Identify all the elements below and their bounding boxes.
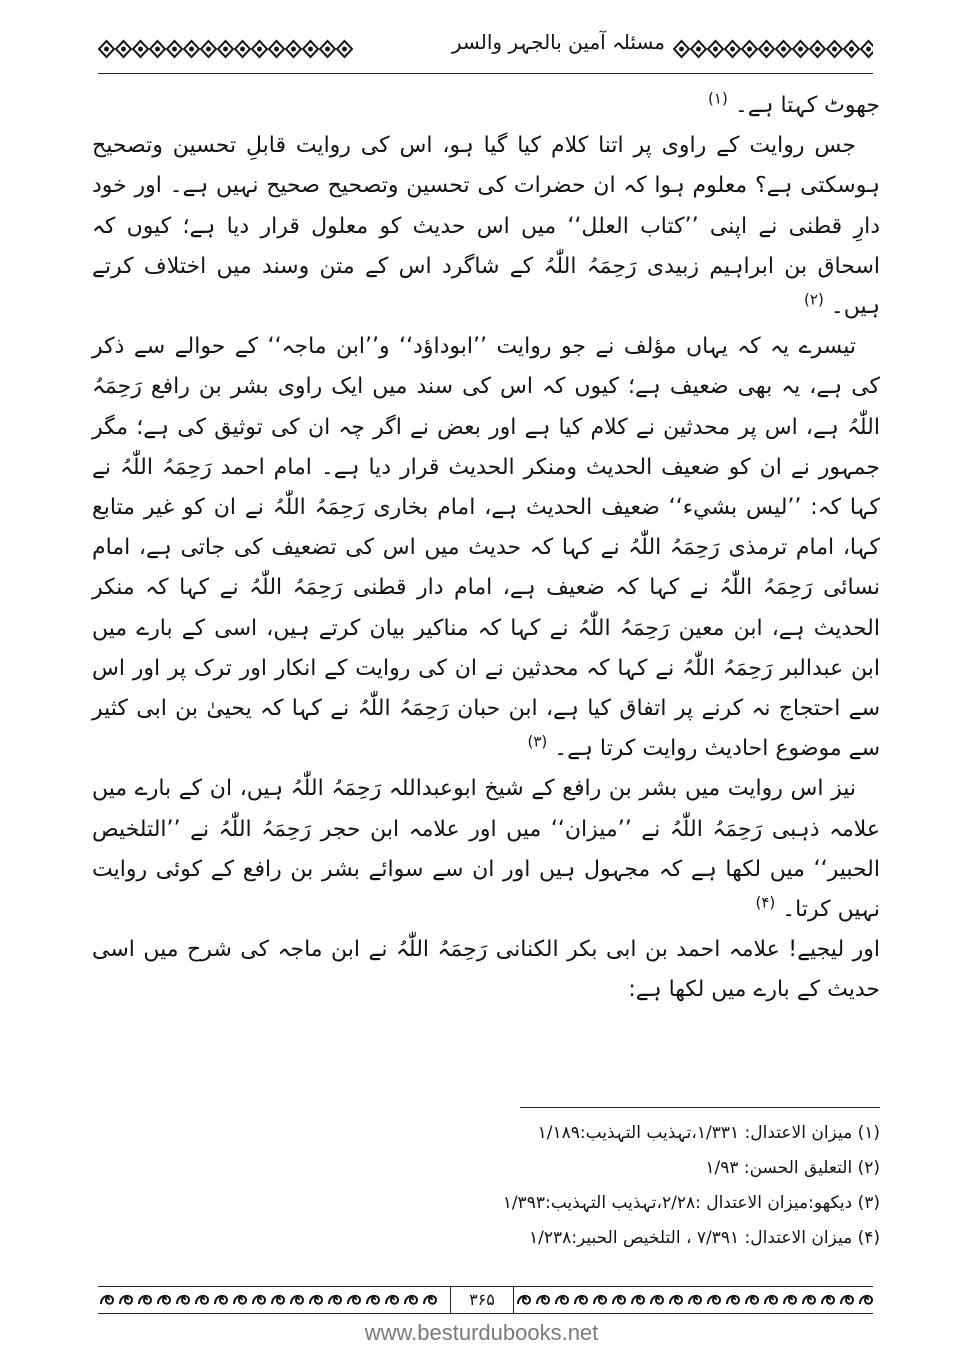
paragraph	[92, 327, 880, 769]
paragraph	[92, 769, 880, 930]
footnote-marker: (۱)	[708, 89, 728, 108]
footnote-marker: (۲)	[804, 290, 824, 309]
footnote-item: (۲) التعلیق الحسن: ۱/۹۳	[705, 1158, 880, 1178]
paragraph-text: تیسرے یہ کہ یہاں مؤلف نے جو روایت ’’ابوداؤد‘‘ و’’ابن ماجہ‘‘ کے حوالے سے ذکر کی ہے، یہ بھی ضعیف ہے؛ کیوں کہ اس کی سند میں ایک راوی بشر بن رافع رَحِمَہُ اللّٰہُ ہے، اس پر محدثین نے کلام کیا ہے اور بعض نے اگر چہ ان کی توثیق کی ہے؛ مگر جمہور نے ان کو ضعیف الحدیث ومنکر الحدیث قرار دیا ہے۔ امام احمد رَحِمَہُ اللّٰہُ نے کہا کہ: ’’لیس بشيء‘‘ ضعیف الحدیث ہے، امام بخاری رَحِمَہُ اللّٰہُ نے ان کو غیر متابع کہا، امام ترمذی رَحِمَہُ اللّٰہُ نے کہا کہ حدیث میں اس کی تضعیف کی جاتی ہے، امام نسائی رَحِمَہُ اللّٰہُ نے کہا کہ ضعیف ہے، امام دار قطنی رَحِمَہُ اللّٰہُ نے کہا کہ منکر الحدیث ہے، ابن معین رَحِمَہُ اللّٰہُ نے کہا کہ مناکیر بیان کرتے ہیں، اسی کے بارے میں ابن عبدالبر رَحِمَہُ اللّٰہُ نے کہا کہ محدثین نے ان کی روایت کے انکار اور ترک پر اور اس سے احتجاج نہ کرنے پر اتفاق کیا ہے، ابن حبان رَحِمَہُ اللّٰہُ نے کہا کہ یحییٰ بن ابی کثیر سے موضوع احادیث روایت کرتا ہے۔	[92, 334, 880, 762]
main-text	[92, 86, 880, 1011]
footnote-divider	[520, 1107, 880, 1108]
footnotes	[92, 1116, 880, 1256]
header-ornament-right	[673, 38, 873, 60]
page-header	[98, 28, 873, 74]
header-rule	[98, 73, 873, 74]
header-ornament-left	[98, 38, 353, 60]
footnote-item: (۴) میزان الاعتدال: ۷/۳۹۱ ، التلخیص الحبیر:۱/۲۳۸	[529, 1228, 880, 1248]
paragraph-text: نیز اس روایت میں بشر بن رافع کے شیخ ابوعبداللہ رَحِمَہُ اللّٰہُ ہیں، ان کے بارے میں علامہ ذہبی رَحِمَہُ اللّٰہُ نے ’’میزان‘‘ میں اور علامہ ابن حجر رَحِمَہُ اللّٰہُ نے ’’التلخیص الحبیر‘‘ میں لکھا ہے کہ مجہول ہیں اور ان سے سوائے بشر بن رافع کے کوئی روایت نہیں کرتا۔	[92, 776, 880, 923]
footer-ornament-left	[98, 1290, 441, 1310]
paragraph	[92, 930, 880, 1010]
footer-ornament-right	[515, 1290, 873, 1310]
footnote-marker: (۳)	[527, 732, 548, 751]
website-watermark: www.besturdubooks.net	[364, 1320, 599, 1345]
paragraph-text: جس روایت کے راوی پر اتنا کلام کیا گیا ہو، اس کی روایت قابلِ تحسین وتصحیح ہوسکتی ہے؟ معلوم ہوا کہ ان حضرات کی تحسین وتصحیح صحیح نہیں ہے۔ اور خود دارِ قطنی نے اپنی ’’کتاب العلل‘‘ میں اس حدیث کو معلول قرار دیا ہے؛ کیوں کہ اسحاق بن ابراہیم زبیدی رَحِمَہُ اللّٰہُ کے شاگرد اس کے متن وسند میں اختلاف کرتے ہیں۔	[92, 133, 880, 320]
paragraph-text: اور لیجیے! علامہ احمد بن ابی بکر الکنانی رَحِمَہُ اللّٰہُ نے ابن ماجہ کی شرح میں اسی حدیث کے بارے میں لکھا ہے:	[92, 937, 880, 1003]
paragraph-text: جھوٹ کہتا ہے۔	[734, 93, 880, 118]
header-title: مسئلہ آمین بالجہر والسر	[451, 30, 665, 54]
page-footer	[98, 1286, 873, 1314]
paragraph	[92, 126, 880, 327]
paragraph	[92, 86, 880, 126]
footnote-item: (۱) میزان الاعتدال: ۱/۳۳۱،تہذیب التہذیب:۱/۱۸۹	[537, 1123, 880, 1143]
footnote-item: (۳) دیکھو:میزان الاعتدال :۲/۲۸،تہذیب التہذیب:۱/۳۹۳	[502, 1193, 880, 1213]
page-number: ۳۶۵	[450, 1287, 514, 1313]
footnote-marker: (۴)	[755, 893, 776, 912]
